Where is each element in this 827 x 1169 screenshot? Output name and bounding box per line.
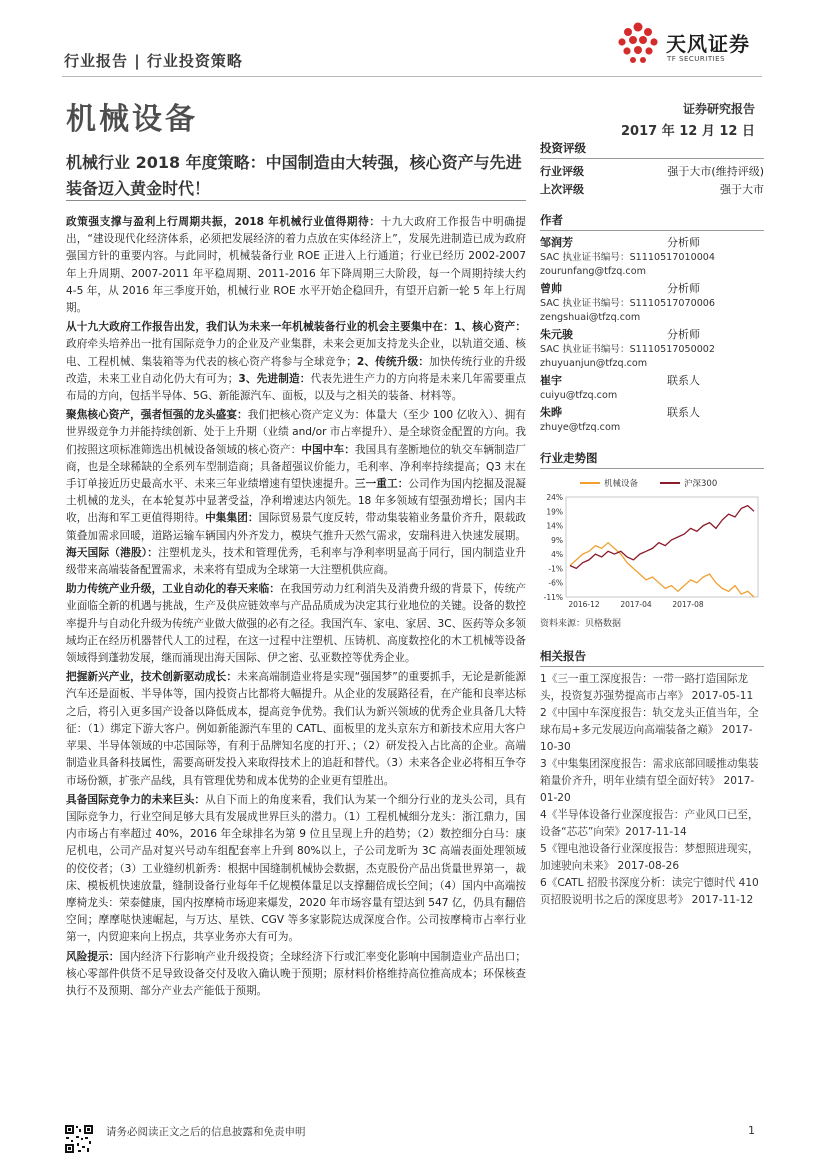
paragraph-risk bbox=[66, 949, 526, 1001]
paragraph-emerging bbox=[66, 669, 526, 789]
opportunities-upgrade: 加快传统行业的升级改造，未来工业自动化仍大有可为； bbox=[66, 355, 526, 385]
logo-mark-icon bbox=[612, 18, 664, 70]
automation-text: 在我国劳动力红利消失及消费升级的背景下，传统产业面临全新的机遇与挑战，生产及供应链效率与产品品质成为决定其行业地位的关键。设备的数控率提升与自动化升级为传统产业做大做强的必有之径。我国汽车、家电、家居、3C、医药等众多领域均正在经历机器替代人工的过程，在这一过程中注塑机、压铸机、高度数控化的木工机械等设备领域得到蓬勃发展，继而涌现出海天国际、伊之密、弘亚数控等优秀企业。 bbox=[66, 583, 527, 665]
y-tick-label: -11% bbox=[543, 593, 563, 602]
crrc-heading: 中国中车： bbox=[301, 443, 355, 456]
future-giants-heading: 具备国际竞争力的未来巨头： bbox=[66, 793, 206, 806]
x-tick-label: 2017-08 bbox=[672, 600, 704, 609]
analyst-name-row bbox=[540, 405, 764, 421]
trend-section bbox=[540, 450, 764, 629]
report-type: 证券研究报告 bbox=[682, 102, 755, 116]
analyst-cert: SAC 执业证书编号：S1110517010004 bbox=[540, 252, 716, 263]
haitian-text: 注塑机龙头，技术和管理优秀，毛利率与净利率明显高于同行，国内制造业升级带来高端装备配置需求，未来将有望成为全球第一大注塑机供应商。 bbox=[66, 546, 526, 577]
main-body bbox=[66, 214, 526, 1002]
analyst-entry bbox=[540, 405, 764, 435]
analyst-name: 曾帅 bbox=[540, 282, 562, 295]
analyst-role: 联系人 bbox=[667, 374, 700, 387]
trend-heading: 行业走势图 bbox=[540, 450, 764, 469]
related-report-item[interactable]: 5《锂电池设备行业深度报告：梦想照进现实，加速驶向未来》 2017-08-26 bbox=[540, 843, 759, 872]
core-assets-intro: 我们把核心资产定义为：体量大（至少 100 亿收入）、拥有世界级竞争力并能持续创新、处于上升期（业绩 and/or 市占率提升）、是全球资金配置的方向。我们按照这项标准筛选出机械设备领域的核心资产： bbox=[66, 409, 527, 456]
y-tick-label: 9% bbox=[551, 535, 563, 545]
x-tick-label: 2016-12 bbox=[568, 600, 600, 609]
analyst-role: 分析师 bbox=[667, 328, 700, 341]
analyst-list bbox=[540, 235, 764, 435]
related-report-item[interactable]: 1《三一重工深度报告：一带一路打造国际龙头，投资复苏强势提高市占率》 2017-05-11 bbox=[540, 673, 754, 702]
analyst-name-row bbox=[540, 281, 764, 297]
analyst-role: 分析师 bbox=[667, 282, 700, 295]
opportunities-advanced: 代表先进生产力的方向将是未来几年需要重点布局的方向，包括半导体、5G、新能源汽车、面板，以及与之相关的装备、材料等。 bbox=[66, 372, 526, 403]
y-tick-label: -1% bbox=[548, 564, 563, 574]
rating-row bbox=[540, 163, 764, 181]
related-report-item[interactable]: 6《CATL 招股书深度分析：读完宁德时代 410 页招股说明书之后的深度思考》 2017-11-12 bbox=[540, 877, 759, 906]
authors-heading: 作者 bbox=[540, 212, 764, 231]
rating-heading: 投资评级 bbox=[540, 140, 764, 159]
analyst-entry bbox=[540, 327, 764, 371]
risk-text: 国内经济下行影响产业升级投资；全球经济下行或汇率变化影响中国制造业产品出口；核心零部件供货不足导致设备交付及收入确认晚于预期；原材料价格维持高位推高成本；环保核查执行不及预期、部分产业去产能低于预期。 bbox=[66, 950, 527, 997]
rating-label: 行业评级 bbox=[540, 165, 584, 178]
sany-text: 公司作为国内挖掘及混凝土机械的龙头，在本轮复苏中显著受益，净利增速达内领先。18 年多领域有望强劲增长；国内丰收，出海和军工更值得期待。 bbox=[66, 478, 527, 525]
emerging-text: 未来高端制造业将是实现“强国梦”的重要抓手，无论是新能源汽车还是面板、半导体等，国内投资占比都将大幅提升。从企业的发展路径看，在产能和良率达标之后，将引入更多国产设备以降低成本，提高竞争优势。我们认为新兴领域的优秀企业具备几大特征：（1）绑定下游大客户。例如新能源汽车里的 CATL、面板里的龙头京东方和新技术应用大客户苹果、半导体领域的中芯国际等，有利于品牌知名度的打开、；（2）研发投入占比高的企业。高端制造业具备科技属性，需要高研发投入来取得技术上的追赶和替代。（3）未来各企业必将相互争夺市场份额，扩张产品线，具有管理优势和成本优势的企业更有望胜出。 bbox=[66, 671, 527, 787]
company-logo bbox=[612, 18, 762, 70]
page-number: 1 bbox=[748, 1124, 755, 1137]
paragraph-opportunities bbox=[66, 319, 526, 405]
cimc-text: 国际贸易景气度反转，带动集装箱业务量价齐升，限载政策叠加需求回暖，道路运输车辆国内外齐发力，模块气推升天然气需求，安瑞科进入快速发展期。 bbox=[66, 512, 527, 542]
logo-text-en: TF SECURITIES bbox=[667, 55, 726, 63]
analyst-name-row bbox=[540, 327, 764, 343]
paragraph-outlook bbox=[66, 214, 526, 317]
logo-text-cn: 天风证券 bbox=[666, 32, 750, 56]
series-line-machinery bbox=[570, 543, 754, 597]
opportunities-core: 政府牵头培养出一批有国际竞争力的企业及产业集群，未来会更加支持龙头企业，以轨道交通、核电、工程机械、集装箱等为代表的核心资产将参与全球竞争； bbox=[66, 338, 526, 368]
prev-rating-row bbox=[540, 181, 764, 199]
sany-heading: 三一重工： bbox=[354, 478, 409, 491]
header-divider bbox=[62, 76, 762, 77]
y-tick-label: 14% bbox=[546, 521, 563, 531]
paragraph-core-assets bbox=[66, 407, 526, 579]
paragraph-future-giants bbox=[66, 792, 526, 947]
analyst-entry bbox=[540, 281, 764, 325]
analyst-entry bbox=[540, 373, 764, 403]
analyst-name-row bbox=[540, 235, 764, 251]
chart-source: 资料来源：贝格数据 bbox=[540, 619, 622, 629]
analyst-email[interactable]: cuiyu@tfzq.com bbox=[540, 390, 618, 401]
authors-section bbox=[540, 212, 764, 437]
rating-value: 强于大市(维持评级) bbox=[667, 165, 764, 178]
title-divider bbox=[66, 200, 526, 201]
prev-rating-label: 上次评级 bbox=[540, 183, 584, 196]
y-tick-label: -6% bbox=[548, 578, 563, 588]
opportunities-upgrade-heading: 2、传统升级： bbox=[356, 355, 430, 368]
analyst-name: 崔宇 bbox=[540, 374, 562, 387]
analyst-cert: SAC 执业证书编号：S1110517070006 bbox=[540, 298, 716, 309]
emerging-heading: 把握新兴产业，技术创新驱动成长： bbox=[66, 671, 238, 684]
analyst-name: 朱元骏 bbox=[540, 328, 573, 341]
footer-disclaimer: 请务必阅读正文之后的信息披露和免责申明 bbox=[106, 1126, 306, 1138]
analyst-email[interactable]: zourunfang@tfzq.com bbox=[540, 266, 646, 277]
core-assets-heading: 聚焦核心资产，强者恒强的龙头盛宴： bbox=[66, 409, 248, 422]
analyst-email[interactable]: zhuye@tfzq.com bbox=[540, 422, 621, 433]
related-list bbox=[540, 671, 764, 909]
analyst-name-row bbox=[540, 373, 764, 389]
crrc-text: 我国具有垄断地位的轨交车辆制造厂商，也是全球稀缺的全系列车型制造商；具备超强议价能力，毛利率、净利率持续提高；Q3 末在手订单接近历史最高水平、未来三年业绩增速有望快速提升。 bbox=[66, 443, 527, 491]
future-giants-text: 从自下而上的角度来看，我们认为某一个细分行业的龙头公司，具有国际竞争力，行业空间足够大具有发展成世界巨头的潜力。（1）工程机械细分龙头：浙江鼎力，国内市场占有率超过 40%，2016 年全球排名为第 9 位且呈现上升的趋势；（2）数控细分白马：康尼机电，公司产品对复兴号动车组配套率上升到 80%以上，子公司龙昕为 3C 高端表面处理领域的佼佼者；（3）工业缝纫机新秀：根据中国缝制机械协会数据，杰克股份产品出货量世界第一，裁床、模板机快速放量，缝制设备行业每年千亿规模体量足以支撑翻倍成长空间；（4）国内中高端按摩椅龙头：荣泰健康，国内按摩椅市场迎来爆发，2020 年市场容量有望达到 547 亿，仍具有翻倍空间；摩摩哒快速崛起，与万达、星铁、CGV 等多家影院达成深度合作。公司按摩椅市占率行业第一，内贸迎来向上拐点，共享业务亦大有可为。 bbox=[66, 793, 527, 944]
legend-label: 机械设备 bbox=[604, 479, 639, 489]
analyst-name: 朱晔 bbox=[540, 406, 562, 419]
qr-code-icon bbox=[64, 1124, 94, 1154]
y-tick-label: 24% bbox=[546, 493, 563, 502]
analyst-role: 分析师 bbox=[667, 236, 700, 249]
automation-heading: 助力传统产业升级，工业自动化的春天来临： bbox=[66, 583, 281, 596]
report-kind: 行业报告 | 行业投资策略 bbox=[64, 52, 243, 70]
y-tick-label: 19% bbox=[546, 507, 563, 517]
report-title: 机械行业 2018 年度策略：中国制造由大转强，核心资产与先进装备迈入黄金时代！ bbox=[66, 153, 522, 198]
analyst-email[interactable]: zhuyuanjun@tfzq.com bbox=[540, 358, 648, 369]
sector-title: 机械设备 bbox=[66, 102, 198, 137]
series-line-csi300 bbox=[570, 506, 754, 569]
trend-chart bbox=[540, 473, 764, 613]
outlook-heading: 政策强支撑与盈利上行周期共振，2018 年机械行业值得期待： bbox=[66, 216, 381, 228]
paragraph-automation bbox=[66, 581, 526, 667]
report-date: 2017 年 12 月 12 日 bbox=[621, 124, 755, 139]
haitian-heading: 海天国际（港股）： bbox=[66, 546, 159, 559]
analyst-role: 联系人 bbox=[667, 406, 700, 419]
x-tick-label: 2017-04 bbox=[620, 600, 652, 609]
cimc-heading: 中集集团： bbox=[205, 512, 259, 525]
analyst-name: 邹润芳 bbox=[540, 236, 573, 249]
prev-rating-value: 强于大市 bbox=[720, 183, 764, 196]
legend-label: 沪深300 bbox=[684, 479, 718, 489]
related-report-item[interactable]: 4《半导体设备行业深度报告：产业风口已至，设备“芯芯”向荣》2017-11-14 bbox=[540, 809, 759, 838]
related-report-item[interactable]: 2《中国中车深度报告：轨交龙头正值当年，全球布局+多元发展迈向高端装备之巅》 2017-10-30 bbox=[540, 707, 759, 753]
analyst-email[interactable]: zengshuai@tfzq.com bbox=[540, 312, 641, 323]
related-section bbox=[540, 648, 764, 909]
opportunities-advanced-heading: 3、先进制造： bbox=[238, 372, 311, 385]
outlook-text: 十九大政府工作报告中明确提出，“建设现代化经济体系，必须把发展经济的着力点放在实体经济上”，发展先进制造已成为政府强国方针的重要内容。与此同时，机械装备行业 ROE 正进入上行通道；行业已经历 2002-2007 年上升周期、2007-2011 年平稳周期、2011-2016 年下降周期三大阶段，每一个周期持续大约 4-5 年，从 2016 年三季度开始，机械行业 ROE 水平开始企稳回升，有望开启新一轮 5 年上行周期。 bbox=[66, 216, 527, 315]
related-heading: 相关报告 bbox=[540, 648, 764, 667]
opportunities-heading: 从十九大政府工作报告出发，我们认为未来一年机械装备行业的机会主要集中在：1、核心资产： bbox=[66, 321, 526, 334]
y-tick-label: 4% bbox=[551, 550, 563, 560]
analyst-entry bbox=[540, 235, 764, 279]
risk-heading: 风险提示： bbox=[66, 950, 120, 963]
related-report-item[interactable]: 3《中集集团深度报告：需求底部回暖推动集装箱量价齐升，明年业绩有望全面好转》 2017-01-20 bbox=[540, 758, 759, 804]
rating-section bbox=[540, 140, 764, 199]
analyst-cert: SAC 执业证书编号：S1110517050002 bbox=[540, 344, 716, 355]
